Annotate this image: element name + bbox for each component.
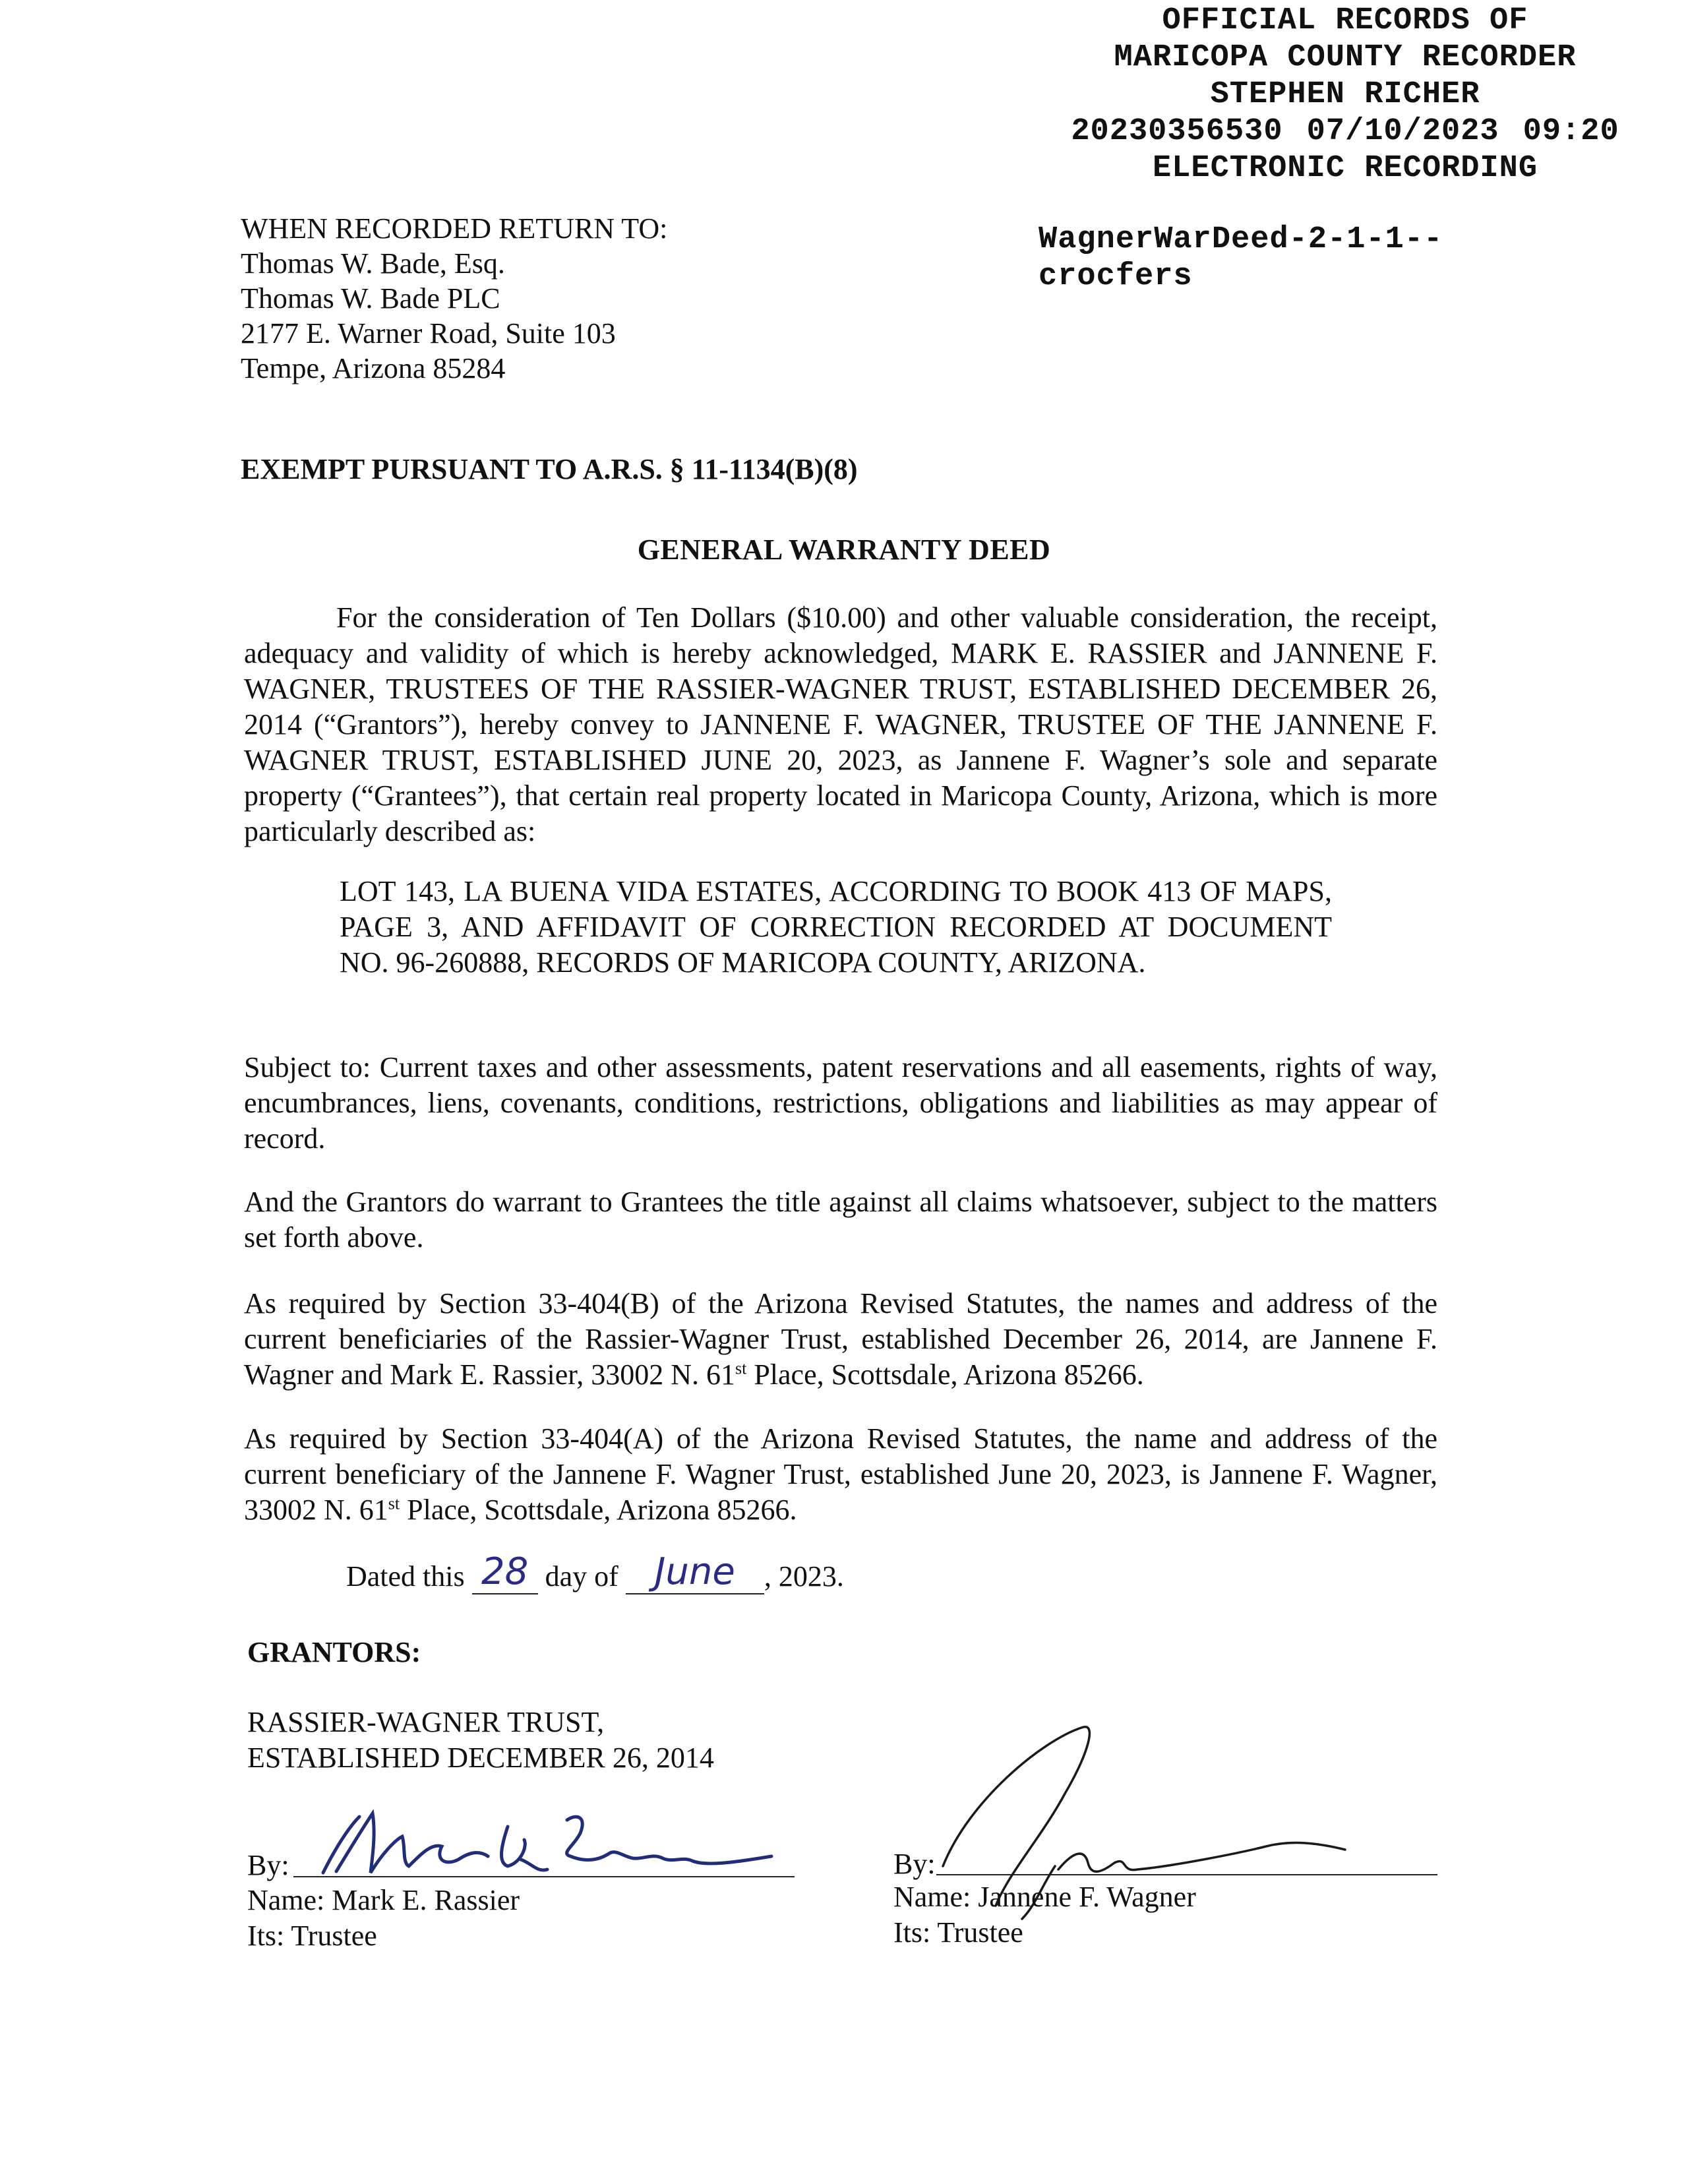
- stamp-time: 09:20: [1522, 114, 1619, 149]
- return-street: 2177 E. Warner Road, Suite 103: [241, 317, 616, 349]
- dated-day-blank: [472, 1550, 538, 1594]
- beneficiaries-a-paragraph: [244, 1421, 1437, 1528]
- beneficiaries-b-sup: st: [735, 1358, 747, 1378]
- document-id-line-2: crocfers: [1039, 259, 1193, 294]
- grantors-heading: GRANTORS:: [247, 1636, 421, 1668]
- return-heading: WHEN RECORDED RETURN TO:: [241, 212, 668, 245]
- signer-left-name: Name: Mark E. Rassier: [247, 1884, 520, 1916]
- exempt-line: EXEMPT PURSUANT TO A.R.S. § 11-1134(B)(8): [241, 453, 858, 485]
- recording-stamp: [1015, 3, 1675, 187]
- signer-left-its: Its: Trustee: [247, 1920, 377, 1952]
- trust-name-line-2: ESTABLISHED DECEMBER 26, 2014: [247, 1742, 714, 1774]
- stamp-date: 07/10/2023: [1306, 114, 1499, 149]
- return-firm: Thomas W. Bade PLC: [241, 282, 500, 315]
- beneficiaries-a-text: As required by Section 33-404(A) of the Arizona Revised Statutes, the name and address of the current beneficiary of the Jannene F. Wagner Trust, established June 20, 2023, is Jannene F. Wagner, 33002 N. 61: [244, 1422, 1437, 1526]
- dated-day-handwritten: 28: [481, 1550, 529, 1593]
- signer-right-name: Name: Jannene F. Wagner: [893, 1881, 1196, 1913]
- subject-to-paragraph: Subject to: Current taxes and other assessments, patent reservations and all easements, rights of way, encumbrances, liens, covenants, conditions, restrictions, obligations and liabilities as may appear of record.: [244, 1051, 1437, 1155]
- dated-month-blank: [626, 1550, 764, 1594]
- stamp-doc-number: 20230356530: [1071, 114, 1283, 149]
- return-address-block: [241, 211, 667, 386]
- stamp-line-3: STEPHEN RICHER: [1210, 77, 1480, 112]
- signer-right-by: By:: [893, 1848, 936, 1880]
- beneficiaries-a-sup: st: [388, 1494, 400, 1513]
- document-title: GENERAL WARRANTY DEED: [637, 533, 1051, 566]
- legal-description: LOT 143, LA BUENA VIDA ESTATES, ACCORDING TO BOOK 413 OF MAPS, PAGE 3, AND AFFIDAVIT OF CORRECTION RECORDED AT DOCUMENT NO. 96-260888, RECORDS OF MARICOPA COUNTY, ARIZONA.: [340, 875, 1332, 979]
- warrant-paragraph: And the Grantors do warrant to Grantees the title against all claims whatsoever, subject to the matters set forth above.: [244, 1186, 1437, 1254]
- dated-line: [346, 1550, 844, 1594]
- stamp-line-2: MARICOPA COUNTY RECORDER: [1114, 40, 1577, 75]
- consideration-paragraph: For the consideration of Ten Dollars ($10.00) and other valuable consideration, the receipt, adequacy and validity of which is hereby acknowledged, MARK E. RASSIER and JANNENE F. WAGNER, TRUSTEES OF THE RASSIER-WAGNER TRUST, ESTABLISHED DECEMBER 26, 2014 (“Grantors”), hereby convey to JANNENE F. WAGNER, TRUSTEE OF THE JANNENE F. WAGNER TRUST, ESTABLISHED JUNE 20, 2023, as Jannene F. Wagner’s sole and separate property (“Grantees”), that certain real property located in Maricopa County, Arizona, which is more particularly described as:: [244, 601, 1437, 847]
- dated-month-handwritten: June: [654, 1550, 735, 1593]
- stamp-record-line: [1015, 113, 1675, 150]
- document-id-line-1: WagnerWarDeed-2-1-1--: [1039, 222, 1443, 257]
- beneficiaries-b-paragraph: [244, 1286, 1437, 1393]
- signer-left-by: By:: [247, 1849, 289, 1881]
- return-city: Tempe, Arizona 85284: [241, 352, 506, 384]
- stamp-line-1: OFFICIAL RECORDS OF: [1162, 3, 1528, 38]
- signer-left-signature: [310, 1800, 785, 1886]
- return-name: Thomas W. Bade, Esq.: [241, 247, 505, 280]
- beneficiaries-a-text-end: Place, Scottsdale, Arizona 85266.: [400, 1494, 797, 1526]
- stamp-line-5: ELECTRONIC RECORDING: [1152, 151, 1538, 186]
- trust-name-block: [247, 1705, 714, 1776]
- dated-prefix: Dated this: [346, 1560, 465, 1592]
- signer-right-its: Its: Trustee: [893, 1916, 1023, 1949]
- document-id: [1039, 222, 1443, 295]
- beneficiaries-b-text: As required by Section 33-404(B) of the Arizona Revised Statutes, the names and address of the current beneficiaries of the Rassier-Wagner Trust, established December 26, 2014, are Jannene F. Wagner and Mark E. Rassier, 33002 N. 61: [244, 1287, 1437, 1391]
- trust-name-line-1: RASSIER-WAGNER TRUST,: [247, 1706, 605, 1738]
- dated-middle: day of: [545, 1560, 618, 1592]
- dated-suffix: , 2023.: [764, 1560, 844, 1592]
- beneficiaries-b-text-end: Place, Scottsdale, Arizona 85266.: [746, 1358, 1144, 1391]
